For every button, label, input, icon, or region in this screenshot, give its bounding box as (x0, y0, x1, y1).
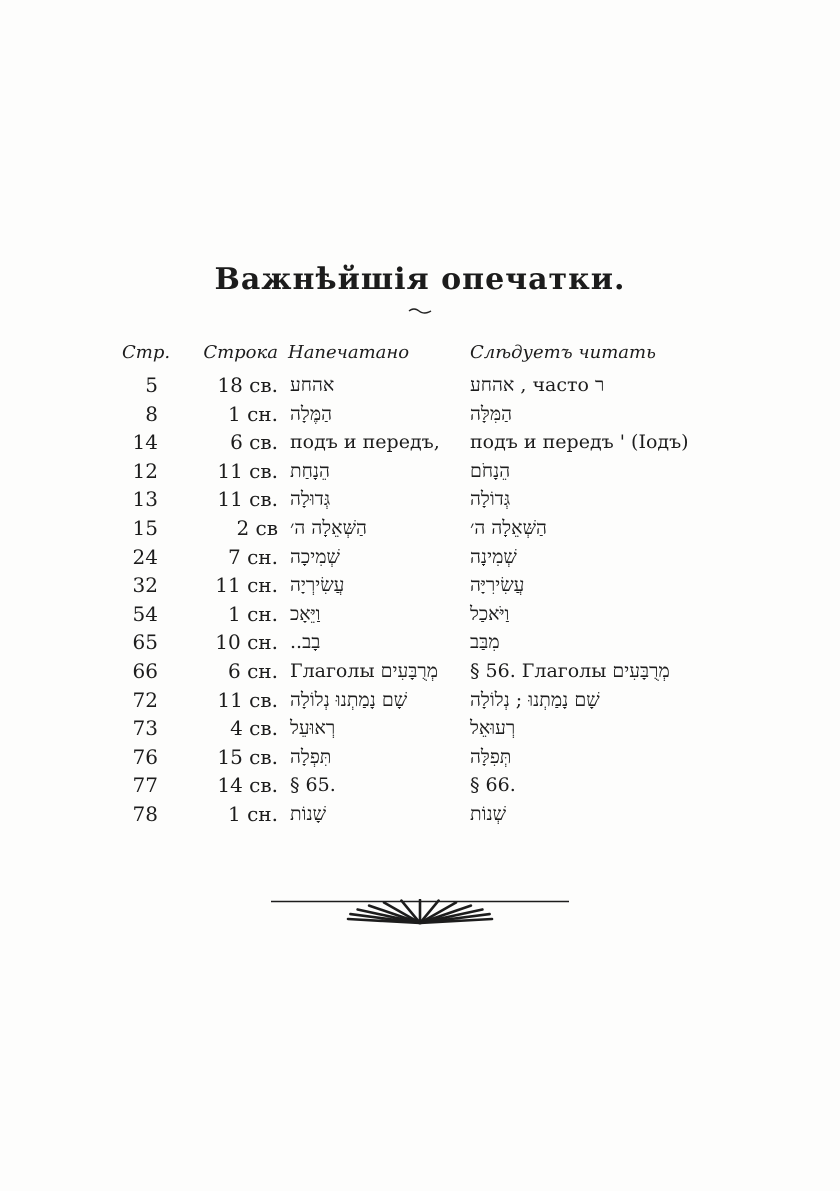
cell-page-number: 66 (132, 658, 158, 683)
cell-correct-text: אהחע , часто ר (470, 374, 605, 396)
cell-correct-text: מִבַּב (470, 631, 500, 654)
cell-printed-text: הַמֶּלָה (290, 402, 333, 425)
cell-line-number: 6 св. (230, 430, 278, 455)
errata-rows (122, 371, 694, 829)
cell-correct-text: подъ и передъ ' (Іодъ) (470, 431, 689, 454)
cell-line-number: 18 св. (217, 373, 278, 397)
cell-printed-text: ..בָב (290, 631, 321, 654)
cell-line-number: 11 сн. (215, 573, 278, 598)
errata-row (122, 514, 694, 543)
cell-correct-text: תְּפִלָּה (470, 745, 512, 768)
cell-correct-text: רְעוּאֵל (470, 717, 516, 740)
cell-correct-text: שְׁנוֹת (470, 802, 507, 825)
cell-line-number: 6 сн. (228, 658, 278, 683)
errata-row (122, 686, 694, 715)
cell-line-number: 1 сн. (228, 801, 278, 826)
fan-ornament-icon (270, 899, 570, 926)
cell-correct-text: הֵנָחֹם (470, 459, 511, 482)
cell-line-number: 2 св (236, 515, 278, 540)
cell-printed-text: אהחע (290, 374, 335, 396)
footer-ornament (270, 899, 570, 926)
errata-row (122, 600, 694, 629)
page-title: Важнѣйшія опечатки. (214, 262, 626, 297)
cell-line-number: 11 св. (217, 487, 278, 512)
cell-printed-text: שָׁנוֹת (290, 802, 327, 825)
cell-line-number: 15 св. (217, 744, 278, 769)
errata-row (122, 657, 694, 686)
errata-row (122, 800, 694, 829)
cell-line-number: 1 сн. (228, 601, 278, 626)
cell-printed-text: שָׁם נָמַתְנוּ נְלוֹלָה (290, 688, 408, 711)
cell-page-number: 15 (132, 515, 158, 540)
cell-line-number: 10 сн. (215, 630, 278, 655)
cell-printed-text: שְׁמִיכָה (290, 545, 340, 568)
cell-correct-text: § 56. Глаголы מְרֻבָּעִים (470, 659, 670, 682)
cell-page-number: 78 (132, 801, 158, 826)
cell-page-number: 54 (132, 601, 158, 626)
cell-printed-text: וַיֵּאָכ (290, 602, 321, 625)
cell-line-number: 1 сн. (228, 401, 278, 426)
cell-page-number: 73 (132, 716, 158, 741)
cell-printed-text: הַשְּׁאֵלָה ה׳ (290, 516, 367, 539)
cell-printed-text: עֲשִׂירְיָה (290, 574, 345, 597)
cell-page-number: 14 (132, 430, 158, 455)
errata-row (122, 400, 694, 429)
cell-line-number: 7 сн. (228, 544, 278, 569)
cell-printed-text: גְּדוּלָה (290, 488, 331, 511)
title-divider-ornament (407, 306, 433, 316)
cell-correct-text: עֲשִׂירִיָּה (470, 574, 525, 597)
cell-correct-text: שָׁם נָמַתְנוּ ; נְלוֹלָה (470, 688, 600, 711)
cell-line-number: 14 св. (217, 773, 278, 798)
col-header-printed: Напечатано (288, 342, 410, 363)
cell-page-number: 8 (145, 401, 158, 426)
errata-row (122, 428, 694, 457)
cell-printed-text: הֵנָחַת (290, 459, 330, 482)
cell-page-number: 12 (132, 458, 158, 483)
cell-printed-text: § 65. (290, 774, 336, 797)
cell-printed-text: Глаголы מְרֻבָּעִים (290, 659, 438, 682)
cell-page-number: 5 (145, 373, 158, 397)
cell-line-number: 4 св. (230, 716, 278, 741)
cell-page-number: 72 (132, 687, 158, 712)
cell-correct-text: גְּדוֹלָה (470, 488, 511, 511)
cell-page-number: 13 (132, 487, 158, 512)
cell-printed-text: תִּפְלָה (290, 745, 332, 768)
cell-printed-text: подъ и передъ, (290, 431, 440, 454)
cell-page-number: 76 (132, 744, 158, 769)
tilde-rule-icon (407, 306, 433, 316)
cell-printed-text: רְאוּעֵל (290, 717, 336, 740)
cell-line-number: 11 св. (217, 458, 278, 483)
errata-row (122, 743, 694, 772)
errata-table (122, 340, 694, 829)
errata-row (122, 628, 694, 657)
cell-page-number: 77 (132, 773, 158, 798)
errata-row (122, 543, 694, 572)
errata-row (122, 714, 694, 743)
cell-page-number: 24 (132, 544, 158, 569)
errata-row (122, 485, 694, 514)
errata-row (122, 371, 694, 400)
cell-correct-text: וַיֹּאכַל (470, 602, 510, 625)
col-header-page: Стр. (122, 342, 171, 363)
cell-line-number: 11 св. (217, 687, 278, 712)
cell-page-number: 65 (132, 630, 158, 655)
cell-correct-text: § 66. (470, 774, 516, 797)
errata-row (122, 457, 694, 486)
errata-row (122, 771, 694, 800)
errata-header-row (122, 340, 694, 366)
cell-correct-text: שְׁמִינָה (470, 545, 517, 568)
cell-correct-text: הַמִּלָּה (470, 402, 513, 425)
cell-correct-text: הַשְּׁאֵלָה ה׳ (470, 516, 547, 539)
errata-row (122, 571, 694, 600)
col-header-line: Строка (203, 342, 278, 363)
cell-page-number: 32 (132, 573, 158, 598)
col-header-correct: Слѣдуетъ читать (470, 342, 656, 363)
